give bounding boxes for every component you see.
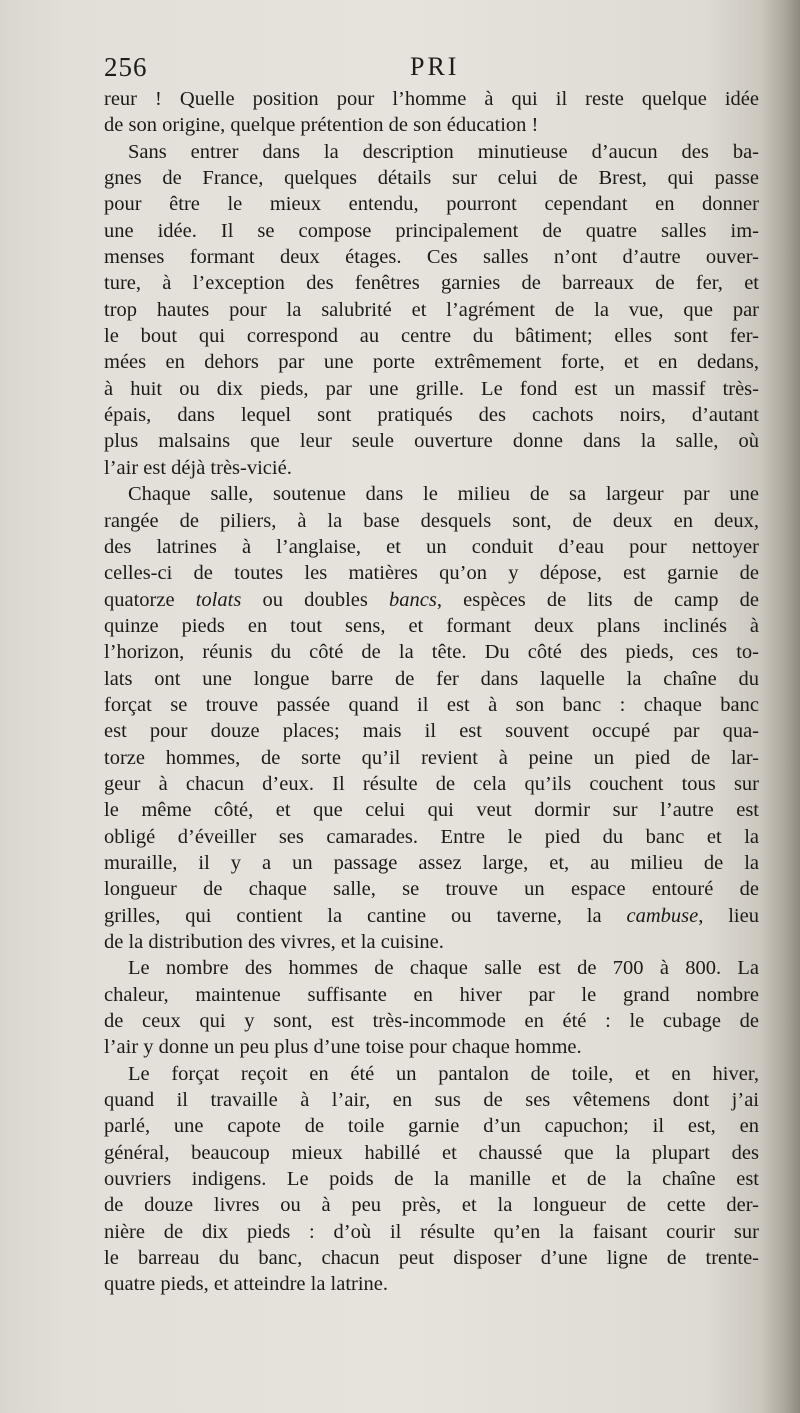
- text-line: lats ont une longue barre de fer dans laquelle la chaîne du: [104, 667, 759, 690]
- text-line: général, beaucoup mieux habillé et chaussé que la plupart des: [104, 1141, 759, 1164]
- text-line: trop hautes pour la salubrité et l’agrément de la vue, que par: [104, 298, 759, 321]
- text-line: muraille, il y a un passage assez large, et, au milieu de la: [104, 851, 759, 874]
- text-line: est pour douze places; mais il est souvent occupé par qua-: [104, 720, 759, 743]
- text-line: épais, dans lequel sont pratiqués des cachots noirs, d’autant: [104, 404, 759, 427]
- text-line: l’air y donne un peu plus d’une toise pour chaque homme.: [104, 1036, 582, 1059]
- text-line: grilles, qui contient la cantine ou taverne, la cambuse, lieu: [104, 904, 759, 927]
- text-line: l’horizon, réunis du côté de la tête. Du côté des pieds, ces to-: [104, 641, 759, 664]
- text-line: celles-ci de toutes les matières qu’on y dépose, est garnie de: [104, 562, 759, 585]
- text-line: l’air est déjà très-vicié.: [104, 456, 292, 479]
- page-edge-shadow: [760, 0, 800, 1413]
- text-line: parlé, une capote de toile garnie d’un capuchon; il est, en: [104, 1115, 759, 1138]
- text-line: nière de dix pieds : d’où il résulte qu’en la faisant courir sur: [104, 1220, 759, 1243]
- text-line: Le forçat reçoit en été un pantalon de toile, et en hiver,: [128, 1062, 759, 1085]
- text-line: à huit ou dix pieds, par une grille. Le fond est un massif très-: [104, 377, 759, 400]
- text-line: geur à chacun d’eux. Il résulte de cela qu’ils couchent tous sur: [104, 772, 759, 795]
- text-line: rangée de piliers, à la base desquels sont, de deux en deux,: [104, 509, 759, 532]
- text-line: le barreau du banc, chacun peut disposer d’une ligne de trente-: [104, 1247, 759, 1270]
- text-line: menses formant deux étages. Ces salles n’ont d’autre ouver-: [104, 246, 759, 269]
- text-line: gnes de France, quelques détails sur celui de Brest, qui passe: [104, 167, 759, 190]
- text-line: de la distribution des vivres, et la cuisine.: [104, 931, 444, 953]
- text-line: Chaque salle, soutenue dans le milieu de sa largeur par une: [128, 483, 759, 506]
- text-line: des latrines à l’anglaise, et un conduit d’eau pour nettoyer: [104, 535, 759, 558]
- text-line: le bout qui correspond au centre du bâtiment; elles sont fer-: [104, 325, 759, 348]
- running-head: PRI: [410, 52, 460, 81]
- text-line: reur ! Quelle position pour l’homme à qui il reste quelque idée: [104, 88, 759, 110]
- text-line: ture, à l’exception des fenêtres garnies de barreaux de fer, et: [104, 272, 759, 295]
- text-line: quatre pieds, et atteindre la latrine.: [104, 1273, 389, 1296]
- text-line: le même côté, et que celui qui veut dormir sur l’autre est: [104, 799, 759, 822]
- page-header: [104, 52, 759, 88]
- text-line: ouvriers indigens. Le poids de la manille et de la chaîne est: [104, 1168, 759, 1191]
- text-line: une idée. Il se compose principalement de quatre salles im-: [104, 219, 759, 242]
- text-line: Le nombre des hommes de chaque salle est de 700 à 800. La: [128, 957, 759, 980]
- body-text: [104, 86, 759, 1298]
- text-line: Sans entrer dans la description minutieuse d’aucun des ba-: [128, 140, 759, 163]
- text-line: torze hommes, de sorte qu’il revient à peine un pied de lar-: [104, 746, 759, 769]
- text-line: mées en dehors par une porte extrêmement forte, et en dedans,: [104, 351, 759, 374]
- text-line: quatorze tolats ou doubles bancs, espèces de lits de camp de: [104, 588, 760, 611]
- text-line: de douze livres ou à peu près, et la longueur de cette der-: [104, 1194, 759, 1217]
- page-number: 256: [104, 52, 148, 82]
- text-line: quinze pieds en tout sens, et formant deux plans inclinés à: [104, 614, 759, 637]
- text-line: plus malsains que leur seule ouverture donne dans la salle, où: [104, 430, 759, 453]
- text-line: longueur de chaque salle, se trouve un espace entouré de: [104, 878, 759, 901]
- text-line: de son origine, quelque prétention de son éducation !: [104, 114, 539, 137]
- text-line: quand il travaille à l’air, en sus de ses vêtemens dont j’ai: [104, 1089, 759, 1112]
- text-line: chaleur, maintenue suffisante en hiver par le grand nombre: [104, 983, 759, 1006]
- text-line: forçat se trouve passée quand il est à son banc : chaque banc: [104, 693, 759, 716]
- text-line: pour être le mieux entendu, pourront cependant en donner: [104, 193, 759, 216]
- text-line: obligé d’éveiller ses camarades. Entre le pied du banc et la: [104, 825, 759, 848]
- text-line: de ceux qui y sont, est très-incommode en été : le cubage de: [104, 1010, 759, 1033]
